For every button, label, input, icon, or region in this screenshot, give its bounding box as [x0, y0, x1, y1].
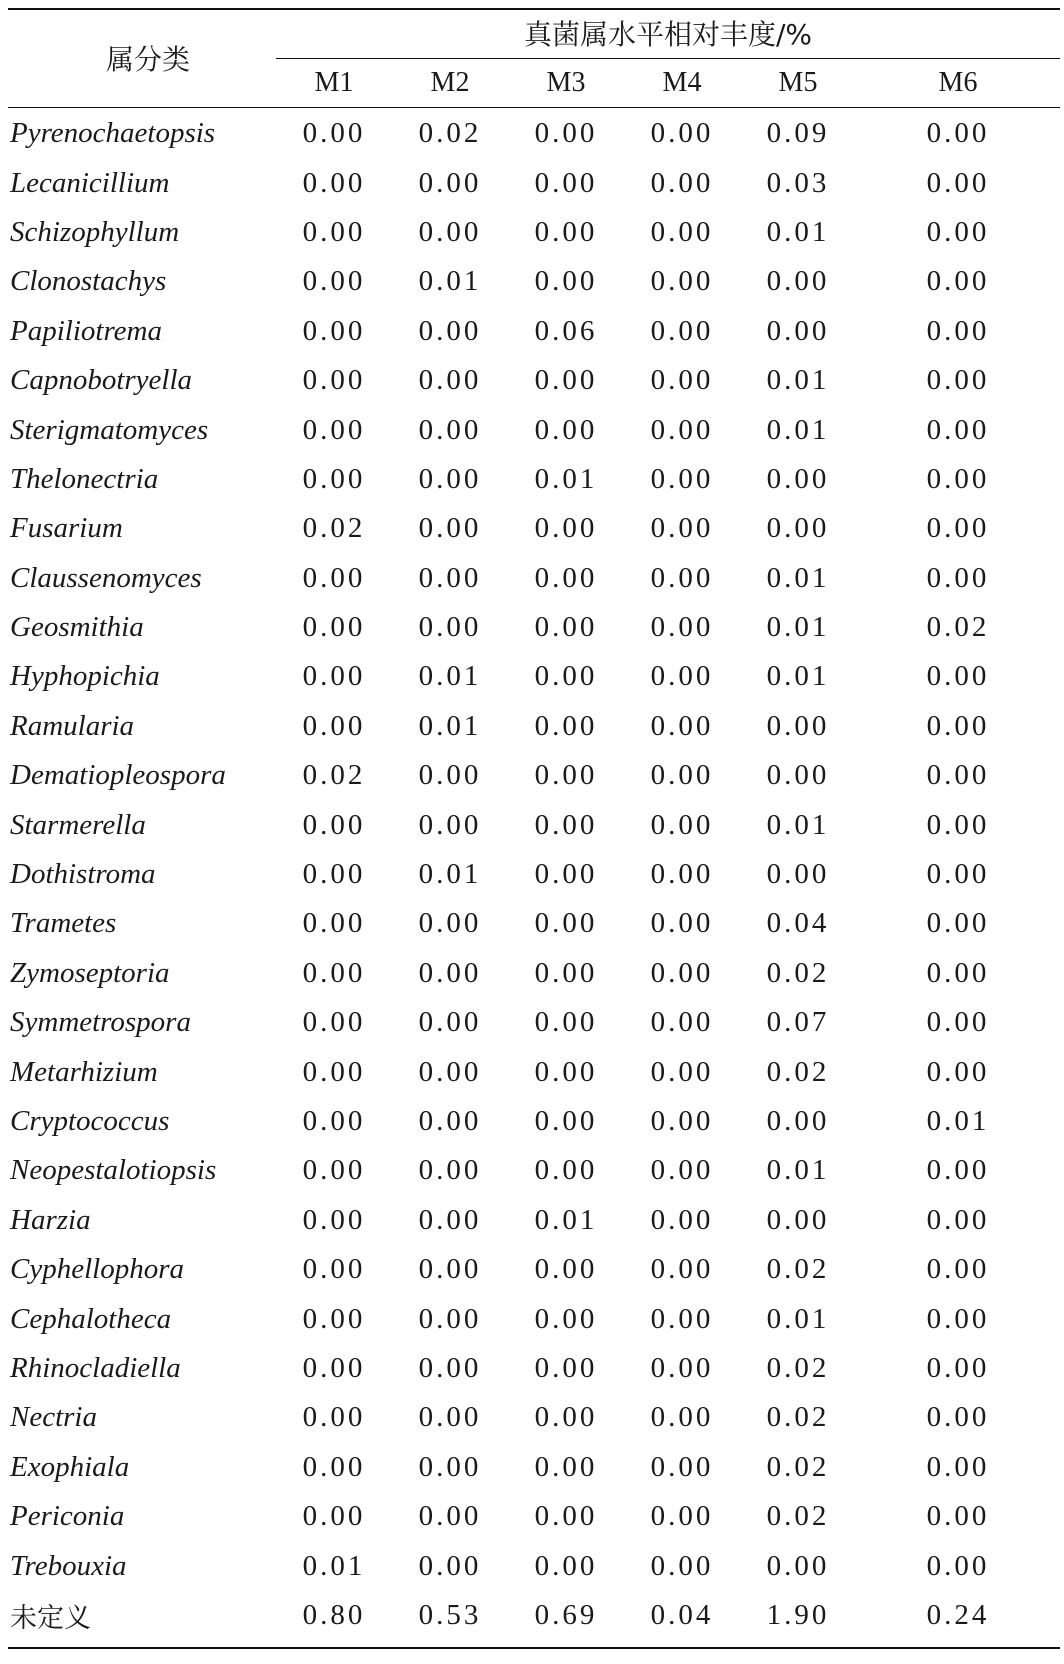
abundance-value: 0.00: [534, 413, 598, 446]
abundance-value: 0.80: [302, 1598, 366, 1631]
abundance-value: 0.00: [534, 907, 598, 940]
abundance-value: 0.00: [650, 907, 714, 940]
abundance-value: 0.00: [926, 956, 990, 989]
abundance-value: 0.00: [418, 808, 482, 841]
abundance-value: 0.00: [650, 512, 714, 545]
abundance-value: 0.00: [650, 364, 714, 397]
abundance-value: 0.00: [766, 1203, 830, 1236]
abundance-value: 0.00: [650, 117, 714, 150]
abundance-value: 0.04: [766, 907, 830, 940]
abundance-value: 0.00: [926, 512, 990, 545]
abundance-value: 0.00: [418, 1302, 482, 1335]
column-header-m4: M4: [662, 66, 702, 98]
abundance-value: 0.02: [302, 512, 366, 545]
abundance-value: 0.00: [418, 364, 482, 397]
table-row: [8, 652, 1060, 701]
abundance-value: 0.00: [534, 611, 598, 644]
table-row: [8, 1097, 1060, 1146]
abundance-value: 0.01: [418, 265, 482, 298]
abundance-value: 0.24: [926, 1598, 990, 1631]
abundance-value: 0.00: [302, 1302, 366, 1335]
abundance-value: 0.00: [650, 660, 714, 693]
abundance-value: 0.01: [766, 808, 830, 841]
table-row: [8, 1047, 1060, 1096]
genus-name: Metarhizium: [10, 1055, 158, 1088]
abundance-value: 0.00: [926, 1154, 990, 1187]
table-row: [8, 850, 1060, 899]
abundance-value: 0.06: [534, 314, 598, 347]
abundance-value: 0.00: [418, 1055, 482, 1088]
abundance-value: 0.00: [534, 1302, 598, 1335]
abundance-value: 0.00: [534, 512, 598, 545]
abundance-value: 0.00: [302, 1450, 366, 1483]
table-row: [8, 1196, 1060, 1245]
abundance-value: 0.00: [418, 1549, 482, 1582]
abundance-value: 0.02: [766, 1500, 830, 1533]
genus-name: Claussenomyces: [10, 561, 202, 594]
abundance-value: 0.00: [302, 166, 366, 199]
abundance-value: 0.00: [534, 1401, 598, 1434]
table-row: [8, 356, 1060, 405]
abundance-value: 0.02: [302, 759, 366, 792]
column-header-m2: M2: [430, 66, 470, 98]
abundance-value: 0.00: [302, 364, 366, 397]
abundance-value: 0.01: [534, 1203, 598, 1236]
table-row: [8, 257, 1060, 306]
abundance-value: 0.00: [302, 1154, 366, 1187]
genus-name: Nectria: [10, 1401, 97, 1434]
abundance-value: 0.00: [766, 709, 830, 742]
abundance-value: 0.00: [650, 1450, 714, 1483]
abundance-value: 0.00: [926, 117, 990, 150]
abundance-value: 0.00: [418, 1401, 482, 1434]
abundance-value: 0.00: [302, 413, 366, 446]
abundance-value: 0.00: [302, 215, 366, 248]
genus-name: Cephalotheca: [10, 1302, 172, 1335]
table-row: [8, 554, 1060, 603]
abundance-value: 0.00: [650, 611, 714, 644]
column-header-m1: M1: [314, 66, 354, 98]
abundance-value: 0.00: [926, 660, 990, 693]
abundance-value: 0.00: [926, 858, 990, 891]
genus-name: Trebouxia: [10, 1549, 127, 1582]
abundance-value: 0.00: [926, 215, 990, 248]
abundance-value: 0.00: [418, 413, 482, 446]
abundance-value: 0.00: [534, 1500, 598, 1533]
abundance-value: 0.00: [650, 215, 714, 248]
table-row: [8, 1146, 1060, 1195]
genus-name: Papiliotrema: [10, 314, 162, 347]
abundance-value: 1.90: [766, 1598, 830, 1631]
genus-name: 未定义: [10, 1602, 91, 1634]
abundance-value: 0.00: [534, 1105, 598, 1137]
abundance-value: 0.02: [766, 1253, 830, 1286]
header-bottom-rule: [8, 107, 1060, 108]
genus-name: Hyphopichia: [10, 660, 160, 693]
abundance-value: 0.00: [650, 759, 714, 792]
abundance-value: 0.01: [766, 611, 830, 644]
table-row: [8, 1344, 1060, 1393]
abundance-value: 0.00: [534, 265, 598, 298]
abundance-value: 0.01: [418, 660, 482, 693]
abundance-value: 0.00: [926, 907, 990, 940]
abundance-value: 0.00: [926, 413, 990, 446]
abundance-value: 0.00: [926, 709, 990, 742]
abundance-value: 0.00: [534, 215, 598, 248]
abundance-value: 0.00: [534, 709, 598, 742]
abundance-value: 0.00: [534, 1549, 598, 1582]
abundance-value: 0.00: [534, 1055, 598, 1088]
abundance-value: 0.00: [650, 858, 714, 891]
abundance-value: 0.02: [766, 1450, 830, 1483]
genus-name: Cryptococcus: [10, 1105, 170, 1137]
abundance-value: 0.00: [302, 561, 366, 594]
abundance-value: 0.07: [766, 1006, 830, 1039]
abundance-value: 0.00: [418, 1500, 482, 1533]
genus-name: Cyphellophora: [10, 1253, 184, 1286]
abundance-value: 0.00: [302, 660, 366, 693]
abundance-value: 0.00: [418, 1351, 482, 1384]
abundance-value: 0.00: [418, 759, 482, 792]
table-row: [8, 1443, 1060, 1492]
table-row: [8, 949, 1060, 998]
abundance-value: 0.00: [650, 1500, 714, 1533]
abundance-value: 0.00: [926, 1549, 990, 1582]
abundance-value: 0.00: [650, 166, 714, 199]
abundance-value: 0.00: [302, 1006, 366, 1039]
genus-name: Geosmithia: [10, 611, 144, 644]
abundance-value: 0.00: [534, 561, 598, 594]
abundance-value: 0.02: [766, 1351, 830, 1384]
abundance-value: 0.00: [418, 561, 482, 594]
category-header: 属分类: [105, 42, 190, 76]
abundance-value: 0.00: [926, 265, 990, 298]
abundance-value: 0.00: [926, 1006, 990, 1039]
abundance-value: 0.00: [534, 1253, 598, 1286]
abundance-value: 0.00: [534, 364, 598, 397]
abundance-value: 0.01: [766, 561, 830, 594]
abundance-value: 0.00: [302, 117, 366, 150]
abundance-value: 0.00: [302, 1351, 366, 1384]
abundance-value: 0.00: [926, 1450, 990, 1483]
column-headers: [8, 58, 1060, 107]
abundance-value: 0.00: [418, 956, 482, 989]
abundance-value: 0.69: [534, 1598, 598, 1631]
genus-name: Thelonectria: [10, 462, 159, 495]
abundance-value: 0.00: [650, 1302, 714, 1335]
abundance-value: 0.00: [650, 1154, 714, 1187]
abundance-value: 0.00: [534, 660, 598, 693]
table-row: [8, 899, 1060, 948]
abundance-value: 0.00: [926, 364, 990, 397]
genus-name: Zymoseptoria: [10, 956, 170, 989]
abundance-value: 0.01: [766, 413, 830, 446]
table-row: [8, 158, 1060, 207]
abundance-value: 0.00: [302, 1203, 366, 1236]
table-row: [8, 1591, 1060, 1640]
table-row: [8, 109, 1060, 158]
abundance-value: 0.00: [302, 611, 366, 644]
abundance-value: 0.00: [418, 215, 482, 248]
abundance-value: 0.00: [650, 462, 714, 495]
abundance-value: 0.00: [650, 956, 714, 989]
abundance-value: 0.00: [418, 1006, 482, 1039]
abundance-value: 0.00: [534, 1351, 598, 1384]
genus-name: Dothistroma: [10, 858, 156, 891]
abundance-value: 0.00: [926, 759, 990, 792]
abundance-value: 0.00: [302, 858, 366, 891]
abundance-value: 0.00: [534, 1154, 598, 1187]
abundance-value: 0.00: [534, 858, 598, 891]
abundance-value: 0.00: [926, 1253, 990, 1286]
abundance-value: 0.02: [766, 1055, 830, 1088]
abundance-value: 0.00: [926, 1302, 990, 1335]
abundance-value: 0.09: [766, 117, 830, 150]
abundance-value: 0.00: [926, 1500, 990, 1533]
abundance-value: 0.01: [302, 1549, 366, 1582]
abundance-value: 0.00: [926, 808, 990, 841]
abundance-value: 0.02: [418, 117, 482, 150]
abundance-value: 0.00: [302, 265, 366, 298]
table-row: [8, 1541, 1060, 1590]
abundance-value: 0.01: [926, 1105, 990, 1137]
abundance-value: 0.00: [418, 1450, 482, 1483]
abundance-value: 0.01: [418, 709, 482, 742]
abundance-value: 0.00: [302, 314, 366, 347]
abundance-value: 0.00: [534, 956, 598, 989]
abundance-value: 0.00: [650, 265, 714, 298]
abundance-value: 0.00: [926, 1351, 990, 1384]
abundance-value: 0.00: [766, 1549, 830, 1582]
abundance-value: 0.00: [766, 265, 830, 298]
genus-name: Neopestalotiopsis: [10, 1154, 217, 1187]
table-row: [8, 1294, 1060, 1343]
abundance-value: 0.00: [302, 956, 366, 989]
abundance-value: 0.00: [650, 1006, 714, 1039]
abundance-value: 0.00: [926, 1203, 990, 1236]
genus-name: Starmerella: [10, 808, 146, 841]
abundance-value: 0.00: [302, 1253, 366, 1286]
abundance-value: 0.00: [650, 1401, 714, 1434]
abundance-value: 0.00: [534, 808, 598, 841]
genus-name: Fusarium: [10, 512, 123, 545]
table-bottom-rule: [8, 1647, 1060, 1649]
abundance-value: 0.00: [534, 759, 598, 792]
abundance-value: 0.00: [534, 117, 598, 150]
abundance-value: 0.00: [926, 314, 990, 347]
genus-name: Capnobotryella: [10, 364, 193, 397]
table-row: [8, 1245, 1060, 1294]
genus-name: Schizophyllum: [10, 215, 180, 248]
genus-name: Trametes: [10, 907, 117, 940]
table-row: [8, 208, 1060, 257]
genus-name: Clonostachys: [10, 265, 167, 298]
genus-name: Periconia: [10, 1500, 125, 1533]
abundance-value: 0.00: [534, 166, 598, 199]
abundance-value: 0.01: [766, 660, 830, 693]
genus-name: Dematiopleospora: [10, 759, 226, 792]
abundance-value: 0.01: [766, 215, 830, 248]
abundance-value: 0.00: [650, 808, 714, 841]
abundance-value: 0.00: [302, 1401, 366, 1434]
abundance-value: 0.00: [302, 1055, 366, 1088]
abundance-value: 0.00: [926, 166, 990, 199]
abundance-value: 0.00: [766, 759, 830, 792]
abundance-value: 0.00: [302, 907, 366, 940]
abundance-value: 0.02: [926, 611, 990, 644]
abundance-value: 0.01: [766, 1154, 830, 1187]
abundance-value: 0.00: [418, 611, 482, 644]
abundance-value: 0.00: [650, 1253, 714, 1286]
abundance-value: 0.00: [650, 561, 714, 594]
genus-name: Symmetrospora: [10, 1006, 191, 1039]
genus-name: Sterigmatomyces: [10, 413, 209, 446]
abundance-value: 0.00: [418, 512, 482, 545]
abundance-value: 0.00: [926, 561, 990, 594]
abundance-value: 0.00: [766, 1105, 830, 1137]
abundance-value: 0.00: [302, 462, 366, 495]
abundance-value: 0.00: [418, 907, 482, 940]
genus-name: Exophiala: [10, 1450, 130, 1483]
abundance-value: 0.00: [650, 1549, 714, 1582]
abundance-value: 0.03: [766, 166, 830, 199]
abundance-value: 0.00: [766, 462, 830, 495]
group-header: 真菌属水平相对丰度/%: [523, 18, 813, 51]
genus-name: Ramularia: [10, 709, 135, 742]
abundance-value: 0.00: [418, 1253, 482, 1286]
abundance-value: 0.00: [302, 1500, 366, 1533]
abundance-value: 0.01: [766, 364, 830, 397]
genus-name: Rhinocladiella: [10, 1351, 181, 1384]
abundance-value: 0.00: [534, 1006, 598, 1039]
table-body: [8, 109, 1060, 1640]
abundance-value: 0.00: [650, 1105, 714, 1137]
column-header-m5: M5: [778, 66, 818, 98]
abundance-value: 0.00: [302, 709, 366, 742]
abundance-value: 0.00: [650, 1055, 714, 1088]
table-row: [8, 800, 1060, 849]
abundance-value: 0.00: [534, 1450, 598, 1483]
table-row: [8, 603, 1060, 652]
table-row: [8, 405, 1060, 454]
abundance-value: 0.01: [766, 1302, 830, 1335]
abundance-value: 0.02: [766, 956, 830, 989]
abundance-value: 0.00: [650, 1351, 714, 1384]
abundance-value: 0.00: [650, 413, 714, 446]
abundance-value: 0.00: [650, 314, 714, 347]
abundance-value: 0.00: [766, 858, 830, 891]
table-row: [8, 1492, 1060, 1541]
table-row: [8, 455, 1060, 504]
abundance-value: 0.00: [302, 1105, 366, 1137]
abundance-value: 0.00: [766, 314, 830, 347]
genus-name: Pyrenochaetopsis: [10, 117, 216, 150]
table-row: [8, 998, 1060, 1047]
abundance-value: 0.01: [418, 858, 482, 891]
abundance-value: 0.00: [302, 808, 366, 841]
abundance-value: 0.02: [766, 1401, 830, 1434]
abundance-value: 0.00: [650, 709, 714, 742]
column-header-m3: M3: [546, 66, 586, 98]
table-row: [8, 307, 1060, 356]
column-header-m6: M6: [938, 66, 978, 98]
abundance-value: 0.00: [650, 1203, 714, 1236]
abundance-value: 0.00: [418, 314, 482, 347]
abundance-value: 0.00: [418, 166, 482, 199]
table-row: [8, 1393, 1060, 1442]
abundance-value: 0.04: [650, 1598, 714, 1631]
abundance-value: 0.00: [926, 1401, 990, 1434]
abundance-value: 0.00: [418, 462, 482, 495]
genus-name: Lecanicillium: [10, 166, 170, 199]
abundance-value: 0.00: [926, 462, 990, 495]
abundance-value: 0.00: [766, 512, 830, 545]
abundance-value: 0.53: [418, 1598, 482, 1631]
table-row: [8, 702, 1060, 751]
table-row: [8, 504, 1060, 553]
abundance-value: 0.00: [418, 1203, 482, 1236]
table-row: [8, 751, 1060, 800]
abundance-value: 0.01: [534, 462, 598, 495]
abundance-value: 0.00: [926, 1055, 990, 1088]
abundance-value: 0.00: [418, 1154, 482, 1187]
abundance-value: 0.00: [418, 1105, 482, 1137]
genus-name: Harzia: [10, 1203, 91, 1236]
